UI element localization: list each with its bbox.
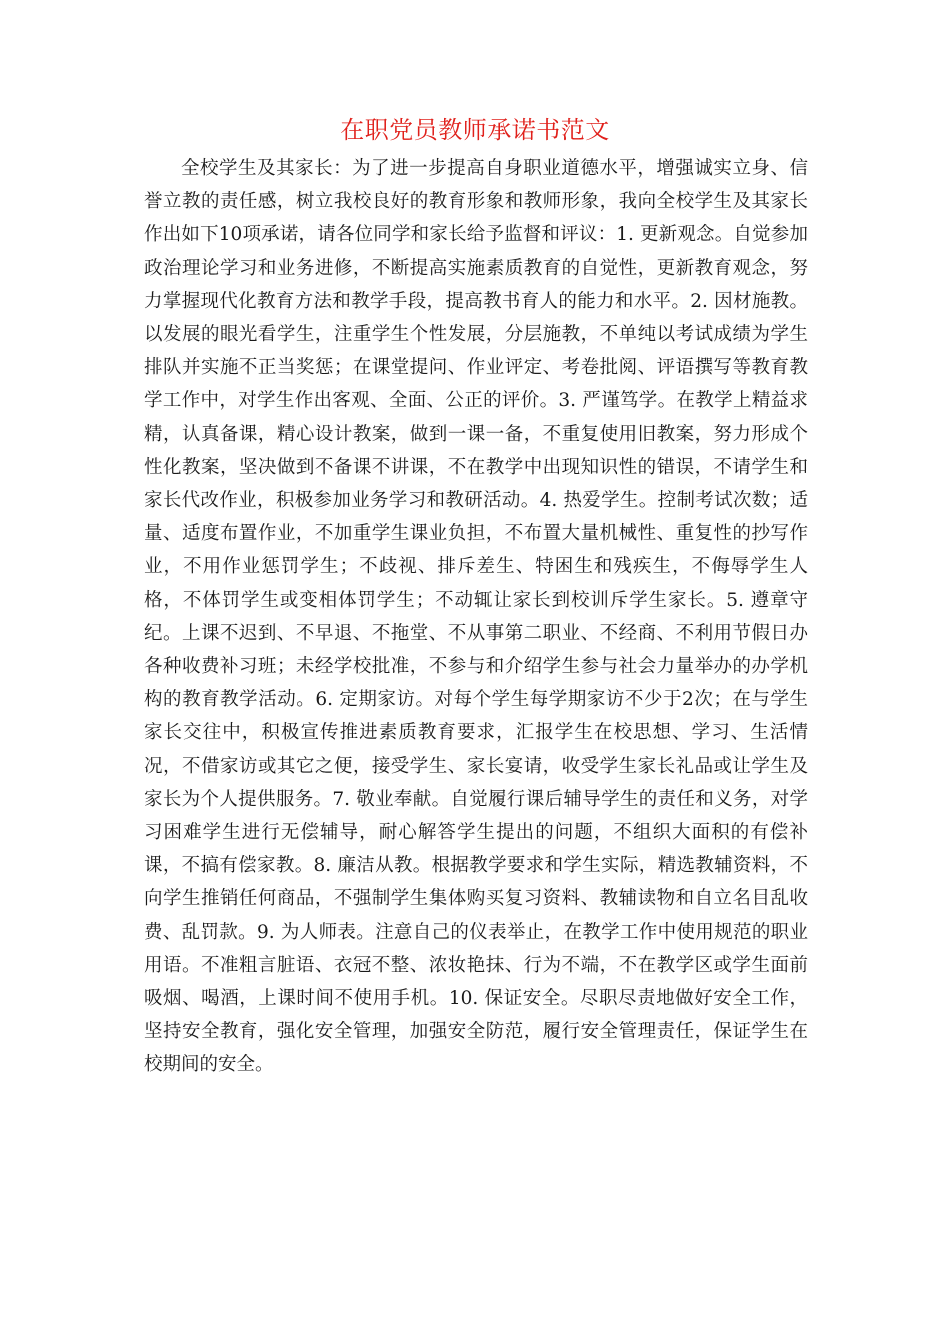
document-body: 全校学生及其家长：为了进一步提高自身职业道德水平，增强诚实立身、信誉立教的责任感，树立我校良好的教育形象和教师形象，我向全校学生及其家长作出如下10项承诺，请各位同学和家长给予监督和评议：1. 更新观念。自觉参加政治理论学习和业务进修，不断提高实施素质教育的自觉性，更新教育观念，努力掌握现代化教育方法和教学手段，提高教书育人的能力和水平。2. 因材施教。以发展的眼光看学生，注重学生个性发展，分层施教，不单纯以考试成绩为学生排队并实施不正当奖惩；在课堂提问、作业评定、考卷批阅、评语撰写等教育教学工作中，对学生作出客观、全面、公正的评价。3. 严谨笃学。在教学上精益求精，认真备课，精心设计教案，做到一课一备，不重复使用旧教案，努力形成个性化教案，坚决做到不备课不讲课，不在教学中出现知识性的错误，不请学生和家长代改作业，积极参加业务学习和教研活动。4. 热爱学生。控制考试次数；适量、适度布置作业，不加重学生课业负担，不布置大量机械性、重复性的抄写作业，不用作业惩罚学生；不歧视、排斥差生、特困生和残疾生，不侮辱学生人格，不体罚学生或变相体罚学生；不动辄让家长到校训斥学生家长。5. 遵章守纪。上课不迟到、不早退、不拖堂、不从事第二职业、不经商、不利用节假日办各种收费补习班；未经学校批准，不参与和介绍学生参与社会力量举办的办学机构的教育教学活动。6. 定期家访。对每个学生每学期家访不少于2次；在与学生家长交往中，积极宣传推进素质教育要求，汇报学生在校思想、学习、生活情况，不借家访或其它之便，接受学生、家长宴请，收受学生家长礼品或让学生及家长为个人提供服务。7. 敬业奉献。自觉履行课后辅导学生的责任和义务，对学习困难学生进行无偿辅导，耐心解答学生提出的问题，不组织大面积的有偿补课，不搞有偿家教。8. 廉洁从教。根据教学要求和学生实际，精选教辅资料，不向学生推销任何商品，不强制学生集体购买复习资料、教辅读物和自立名目乱收费、乱罚款。9. 为人师表。注意自己的仪表举止，在教学工作中使用规范的职业用语。不准粗言脏语、衣冠不整、浓妆艳抹、行为不端，不在教学区或学生面前吸烟、喝酒，上课时间不使用手机。10. 保证安全。尽职尽责地做好安全工作，坚持安全教育，强化安全管理，加强安全防范，履行安全管理责任，保证学生在校期间的安全。 xyxy=(144,158,808,1076)
document-title: 在职党员教师承诺书范文 xyxy=(340,116,610,144)
